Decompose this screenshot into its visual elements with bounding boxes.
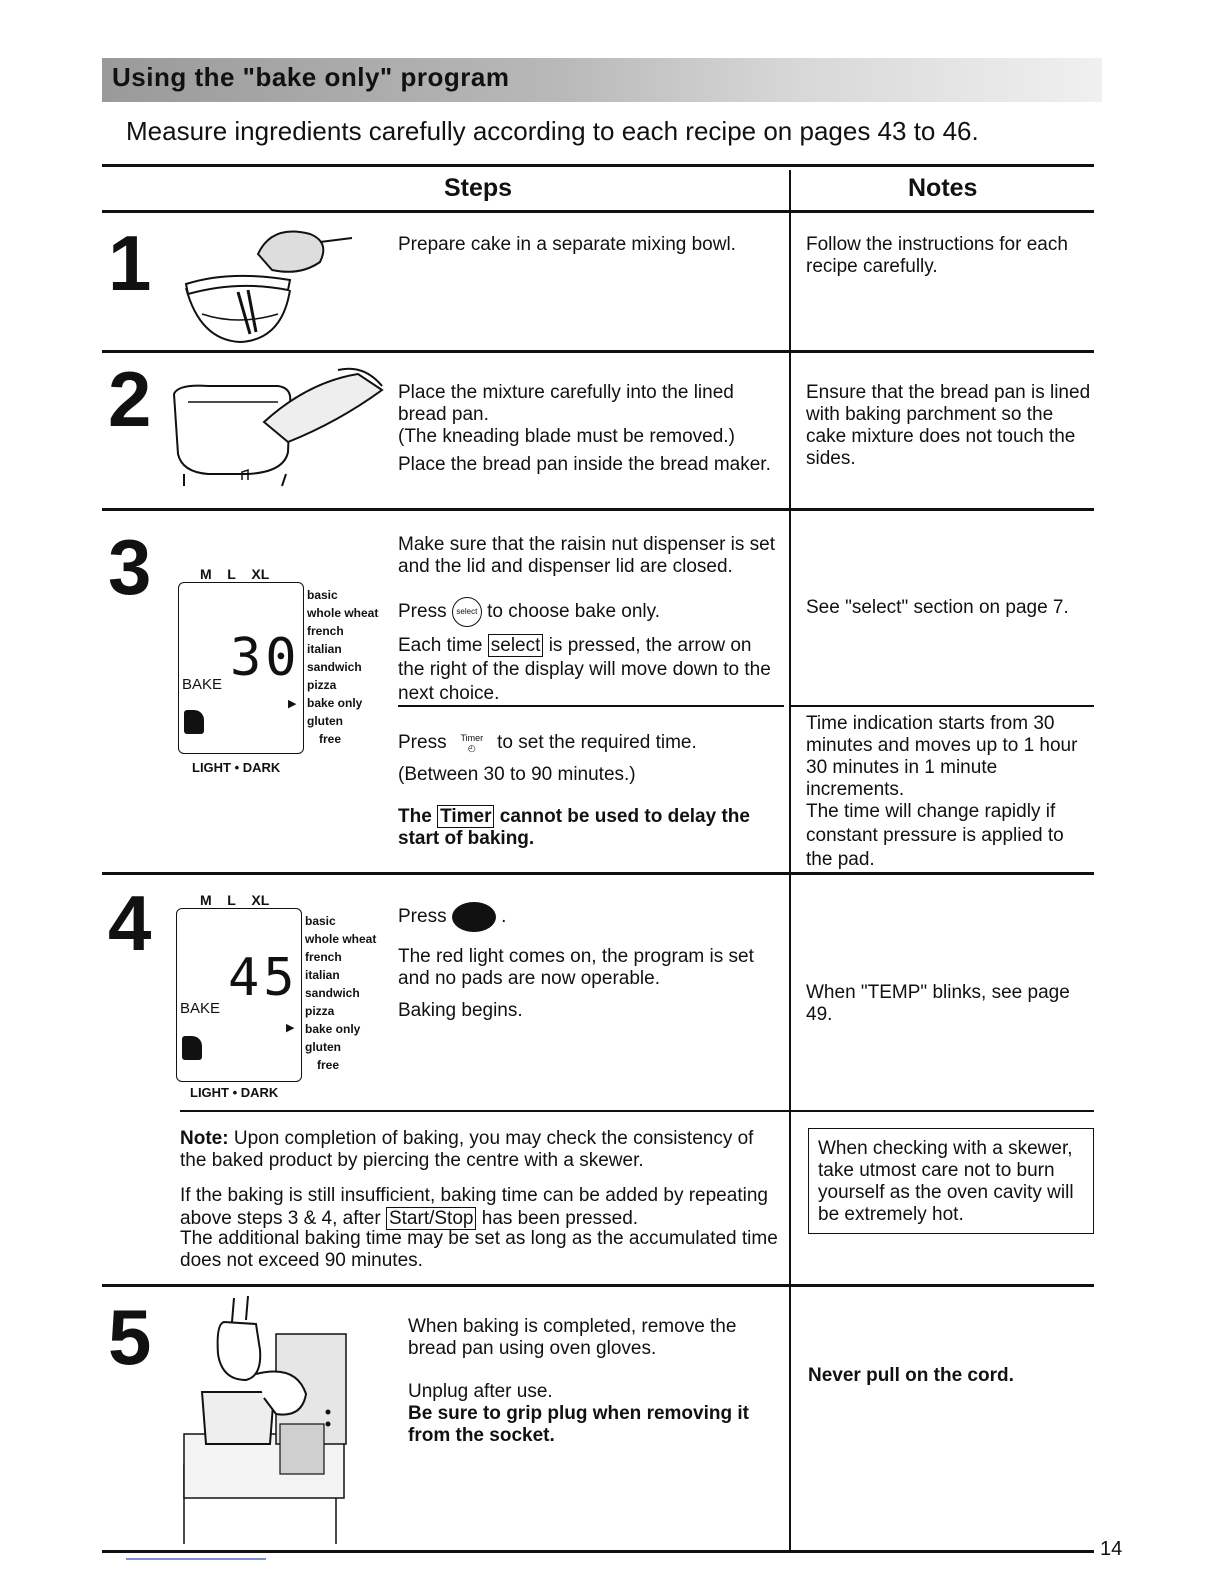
header-rule xyxy=(102,210,1094,213)
each-time-tail: is pressed, the arrow on the right of the display will move down to the next choice. xyxy=(398,635,771,704)
timer-label: Timer xyxy=(437,805,494,828)
size-l: L xyxy=(227,892,236,908)
step5-note: Never pull on the cord. xyxy=(808,1365,1014,1386)
step-number-3: 3 xyxy=(108,523,152,611)
display4-arrow-icon: ▶ xyxy=(286,1022,295,1034)
row-divider-2 xyxy=(102,508,1094,511)
step4-press-start xyxy=(398,902,778,932)
step5-text-2: Unplug after use. xyxy=(408,1381,553,1402)
menu-bake-only: bake only xyxy=(305,1022,361,1036)
menu-gluten: gluten xyxy=(305,1040,341,1054)
note-text-2b: has been pressed. xyxy=(481,1208,639,1229)
press-word-2: Press xyxy=(398,732,447,753)
menu-pizza: pizza xyxy=(305,1004,335,1018)
menu-pizza: pizza xyxy=(307,678,337,692)
step-number-1: 1 xyxy=(108,219,152,307)
step3-note-2: Time indication starts from 30 minutes and moves up to 1 hour 30 minutes in 1 minute increments. xyxy=(806,713,1078,800)
display3-shade: LIGHT • DARK xyxy=(192,760,281,775)
menu-bake-only: bake only xyxy=(307,696,363,710)
menu-whole-wheat: whole wheat xyxy=(305,932,377,946)
each-time-word: Each time xyxy=(398,635,483,656)
note-paragraph-3: The additional baking time may be set as long as the accumulated time does not exceed 90 minutes. xyxy=(180,1228,778,1271)
step3-text-1: Make sure that the raisin nut dispenser is set and the lid and dispenser lid are closed. xyxy=(398,534,776,577)
note-text-1: Upon completion of baking, you may check the consistency of the baked product by piercing the centre with a skewer. xyxy=(180,1128,754,1171)
table-top-rule xyxy=(102,164,1094,167)
size-xl: XL xyxy=(251,566,270,582)
display3-sizes xyxy=(200,566,290,582)
step2-text-3: Place the bread pan inside the bread maker. xyxy=(398,454,771,475)
note-text-2a: If the baking is still insufficient, baking time can be added by repeating above steps 3 & 4, after xyxy=(180,1185,768,1229)
select-button-icon[interactable]: select xyxy=(452,597,482,627)
bread-pan-icon xyxy=(168,362,390,492)
menu-whole-wheat: whole wheat xyxy=(307,606,379,620)
select-label: select xyxy=(488,634,544,657)
press-word: Press xyxy=(398,601,447,623)
timer-icon-label: Timer xyxy=(460,732,484,743)
size-l: L xyxy=(227,566,236,582)
press-timer-tail: to set the required time. xyxy=(497,732,697,753)
display4-time: 45 xyxy=(228,948,299,1008)
the-word: The xyxy=(398,806,432,827)
display4-mode: BAKE xyxy=(180,1000,221,1017)
step2-text-2: (The kneading blade must be removed.) xyxy=(398,426,735,447)
note-label: Note: xyxy=(180,1128,229,1149)
display3-crust-icon xyxy=(184,710,204,734)
page-number: 14 xyxy=(1100,1538,1123,1560)
step1-text: Prepare cake in a separate mixing bowl. xyxy=(398,234,736,255)
step-number-4: 4 xyxy=(108,879,152,967)
display4-crust-icon xyxy=(182,1036,202,1060)
timer-warning-tail: cannot be used to delay the start of baking. xyxy=(398,806,750,849)
menu-gluten: gluten xyxy=(307,714,343,728)
display4-shade: LIGHT • DARK xyxy=(190,1085,279,1100)
size-m: M xyxy=(200,566,212,582)
step-number-2: 2 xyxy=(108,355,152,443)
page-subtitle: Measure ingredients carefully according to each recipe on pages 43 to 46. xyxy=(126,116,979,146)
step5-text-1: When baking is completed, remove the bread pan using oven gloves. xyxy=(408,1316,737,1359)
start-stop-label: Start/Stop xyxy=(386,1207,477,1230)
step4-text-2: Baking begins. xyxy=(398,1000,523,1021)
display3-menu xyxy=(307,586,378,748)
press-start-tail: . xyxy=(501,906,507,928)
display3-arrow-icon: ▶ xyxy=(288,698,297,710)
menu-italian: italian xyxy=(305,968,340,982)
step3-inner-divider-right xyxy=(790,705,1094,707)
column-divider xyxy=(789,170,791,1550)
step2-note: Ensure that the bread pan is lined with baking parchment so the cake mixture does not touch the sides. xyxy=(806,382,1091,469)
row-divider-1 xyxy=(102,350,1094,353)
menu-basic: basic xyxy=(305,914,336,928)
step3-each-time xyxy=(398,634,778,706)
footer-line xyxy=(126,1558,266,1560)
skewer-warning-text: When checking with a skewer, take utmost care not to burn yourself as the oven cavity will be extremely hot. xyxy=(818,1138,1074,1225)
display4-menu xyxy=(305,912,376,1074)
step4-text-1: The red light comes on, the program is set and no pads are now operable. xyxy=(398,946,754,989)
mixer-bowl-icon xyxy=(180,214,360,348)
step4-note: When "TEMP" blinks, see page 49. xyxy=(806,982,1070,1025)
step3-between: (Between 30 to 90 minutes.) xyxy=(398,764,636,785)
menu-french: french xyxy=(305,950,342,964)
step1-note: Follow the instructions for each recipe carefully. xyxy=(806,234,1068,277)
steps-column-header: Steps xyxy=(444,174,513,202)
step3-press-select xyxy=(398,597,778,627)
notes-column-header: Notes xyxy=(908,174,978,202)
step3-note-1: See "select" section on page 7. xyxy=(806,597,1069,618)
page-title: Using the "bake only" program xyxy=(112,62,510,92)
breadmaker-gloves-icon xyxy=(176,1294,376,1544)
row-divider-3 xyxy=(102,872,1094,875)
menu-sandwich: sandwich xyxy=(305,986,360,1000)
table-bottom-rule xyxy=(102,1550,1094,1553)
step5-text-3: Be sure to grip plug when removing it from the socket. xyxy=(408,1403,749,1446)
step3-press-timer xyxy=(398,732,778,754)
menu-basic: basic xyxy=(307,588,338,602)
step3-note-3: The time will change rapidly if constant pressure is applied to the pad. xyxy=(806,801,1064,870)
step-number-5: 5 xyxy=(108,1293,152,1381)
step3-timer-warning xyxy=(398,806,778,850)
row-divider-5 xyxy=(102,1284,1094,1287)
size-m: M xyxy=(200,892,212,908)
start-stop-button-icon[interactable] xyxy=(452,902,496,932)
press-word: Press xyxy=(398,906,447,928)
size-xl: XL xyxy=(251,892,270,908)
step2-text-1: Place the mixture carefully into the lined bread pan. xyxy=(398,382,734,425)
note-paragraph-2 xyxy=(180,1184,784,1230)
menu-french: french xyxy=(307,624,344,638)
display4-sizes xyxy=(200,892,290,908)
row-divider-4 xyxy=(180,1110,1094,1112)
menu-free: free xyxy=(319,732,342,746)
display3-mode: BAKE xyxy=(182,676,223,693)
press-select-tail: to choose bake only. xyxy=(487,601,661,623)
menu-sandwich: sandwich xyxy=(307,660,362,674)
display3-time: 30 xyxy=(230,628,301,688)
note-paragraph-1 xyxy=(180,1128,784,1172)
menu-free: free xyxy=(317,1058,340,1072)
menu-italian: italian xyxy=(307,642,342,656)
timer-button-icon[interactable]: Timer ◴ xyxy=(460,732,484,753)
